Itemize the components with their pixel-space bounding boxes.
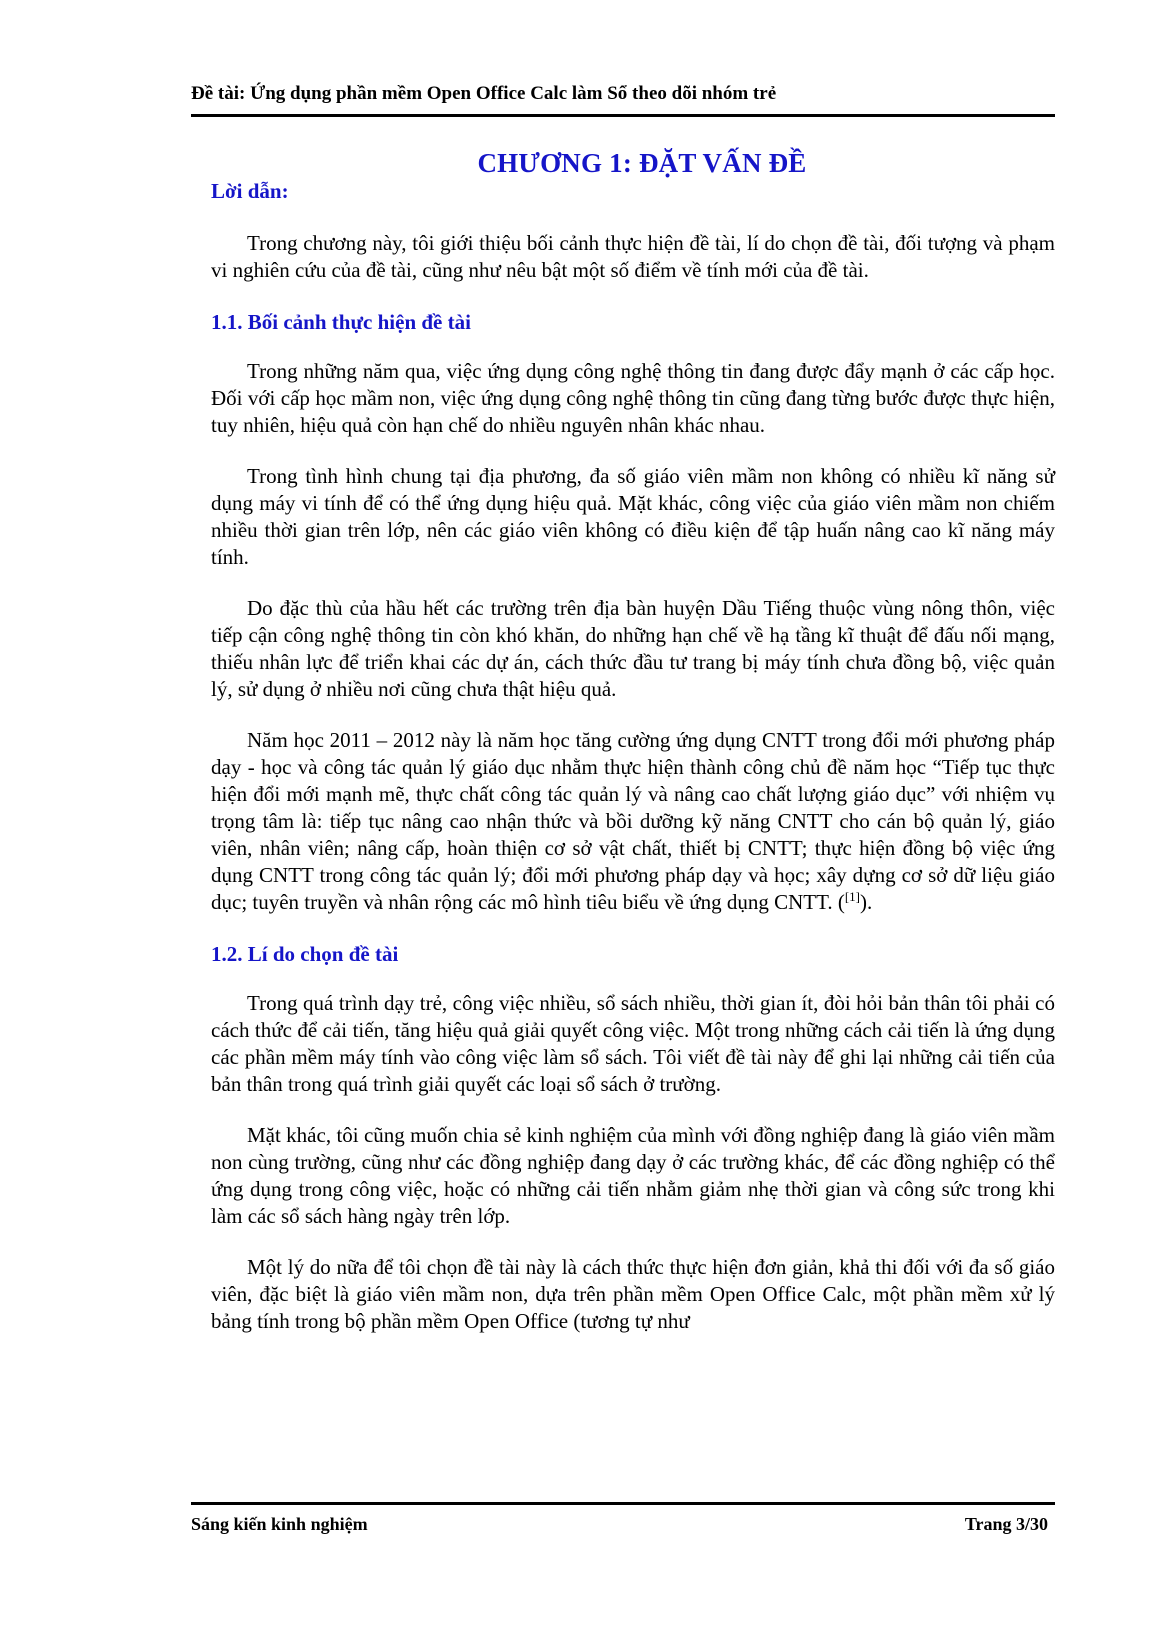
- section-1-2-paragraph-2: Mặt khác, tôi cũng muốn chia sẻ kinh nghiệm của mình với đồng nghiệp đang là giáo viên mầm non cùng trường, cũng như các đồng nghiệp đang dạy ở các trường khác, để các đồng nghiệp có thể ứng dụng trong công việc, hoặc có những cải tiến nhằm giảm nhẹ thời gian và công sức trong khi làm các sổ sách hàng ngày trên lớp.: [211, 1123, 1055, 1228]
- header-rule: [191, 114, 1055, 117]
- footer-rule: [191, 1502, 1055, 1505]
- section-heading-1-1: 1.1. Bối cảnh thực hiện đề tài: [211, 310, 471, 334]
- section-1-1-paragraph-2: Trong tình hình chung tại địa phương, đa số giáo viên mầm non không có nhiều kĩ năng sử dụng máy vi tính để có thể ứng dụng hiệu quả. Mặt khác, công việc của giáo viên mầm non chiếm nhiều thời gian trên lớp, nên các giáo viên không có điều kiện để tập huấn nâng cao kĩ năng máy tính.: [211, 464, 1055, 569]
- intro-paragraph: Trong chương này, tôi giới thiệu bối cảnh thực hiện đề tài, lí do chọn đề tài, đối tượng và phạm vi nghiên cứu của đề tài, cũng như nêu bật một số điểm về tính mới của đề tài.: [211, 231, 1055, 282]
- page-number: Trang 3/30: [964, 1514, 1048, 1534]
- section-1-1-paragraph-4: [211, 727, 1055, 916]
- footnote-reference: [1]: [844, 889, 861, 904]
- chapter-title: CHƯƠNG 1: ĐẶT VẤN ĐỀ: [477, 148, 807, 178]
- section-heading-1-2: 1.2. Lí do chọn đề tài: [211, 942, 399, 966]
- section-1-1-paragraph-3: Do đặc thù của hầu hết các trường trên địa bàn huyện Dầu Tiếng thuộc vùng nông thôn, việc tiếp cận công nghệ thông tin còn khó khăn, do những hạn chế về hạ tầng kĩ thuật để đấu nối mạng, thiếu nhân lực để triển khai các dự án, cách thức đầu tư trang bị máy tính chưa đồng bộ, việc quản lý, sử dụng ở nhiều nơi cũng chưa thật hiệu quả.: [211, 596, 1055, 701]
- section-1-1-paragraph-4-text: Năm học 2011 – 2012 này là năm học tăng cường ứng dụng CNTT trong đổi mới phương pháp dạy - học và công tác quản lý giáo dục nhằm thực hiện thành công chủ đề năm học “Tiếp tục thực hiện đổi mới mạnh mẽ, thực chất công tác quản lý và nâng cao chất lượng giáo dục” với nhiệm vụ trọng tâm là: tiếp tục nâng cao nhận thức và bồi dưỡng kỹ năng CNTT cho cán bộ quản lý, giáo viên, nhân viên; nâng cấp, hoàn thiện cơ sở vật chất, thiết bị CNTT; thực hiện đồng bộ việc ứng dụng CNTT trong công tác quản lý; đổi mới phương pháp dạy và học; xây dựng cơ sở dữ liệu giáo dục; tuyên truyền và nhân rộng các mô hình tiêu biểu về ứng dụng CNTT. (: [211, 728, 1055, 914]
- section-1-2-paragraph-3: Một lý do nữa để tôi chọn đề tài này là cách thức thực hiện đơn giản, khả thi đối với đa số giáo viên, đặc biệt là giáo viên mầm non, dựa trên phần mềm Open Office Calc, một phần mềm xử lý bảng tính trong bộ phần mềm Open Office (tương tự như: [211, 1255, 1055, 1333]
- section-1-2-paragraph-1: Trong quá trình dạy trẻ, công việc nhiều, sổ sách nhiều, thời gian ít, đòi hỏi bản thân tôi phải có cách thức để cải tiến, tăng hiệu quả giải quyết công việc. Một trong những cách cải tiến là ứng dụng các phần mềm máy tính vào công việc làm sổ sách. Tôi viết đề tài này để ghi lại những cải tiến của bản thân trong quá trình giải quyết các loại sổ sách ở trường.: [211, 991, 1055, 1096]
- page-content: [211, 146, 1055, 1335]
- footer-document-type: Sáng kiến kinh nghiệm: [191, 1514, 368, 1534]
- footnote-tail: ).: [860, 890, 873, 914]
- section-1-1-paragraph-1: Trong những năm qua, việc ứng dụng công nghệ thông tin đang được đẩy mạnh ở các cấp học. Đối với cấp học mầm non, việc ứng dụng công nghệ thông tin cũng đang từng bước được thực hiện, tuy nhiên, hiệu quả còn hạn chế do nhiều nguyên nhân khác nhau.: [211, 359, 1055, 437]
- intro-heading: Lời dẫn:: [211, 179, 289, 203]
- running-header: Đề tài: Ứng dụng phần mềm Open Office Calc làm Sổ theo dõi nhóm trẻ: [191, 83, 777, 104]
